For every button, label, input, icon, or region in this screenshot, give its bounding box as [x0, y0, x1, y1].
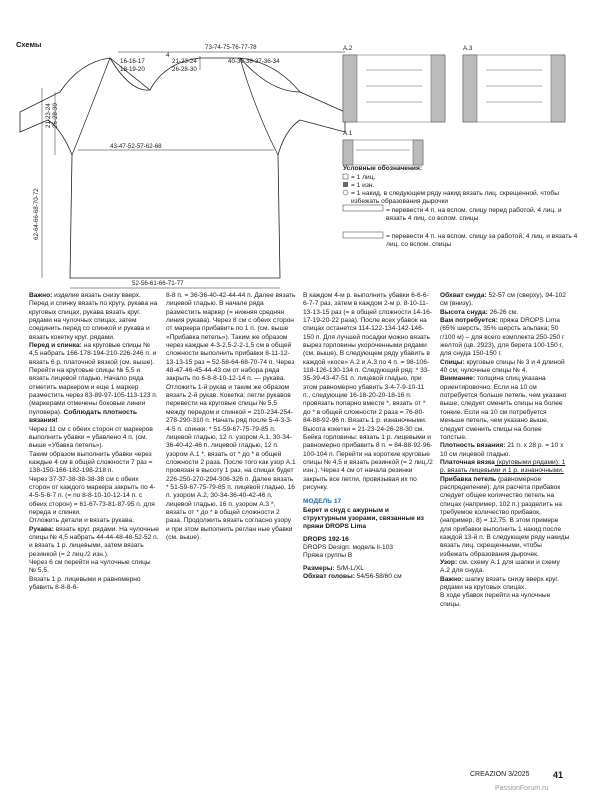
paragraph: Рукава: вязать круг. рядами. На чулочные спицы № 4,5 набрать 44-44-48-48-52-52 п. и вязать 1 р. лицевыми, затем вязать резинкой (= 2 лиц./2 изн.).: [29, 525, 159, 558]
text-column-3: [303, 292, 433, 581]
paragraph: Отложить детали и вязать рукава.: [29, 517, 135, 525]
sizes: Размеры: S/M-L/XL: [303, 564, 364, 572]
paragraph: В каждом 4-м р. выполнить убавки 6-6-6-6-7-7 раз, затем в каждом 2-м р. 8-10-11-13-13-15 раз (= в общей сложности 14-16-17-19-20-22 раза). После всех убавок на спицах останется 114-122-134-142-146-150 п. Для лучшей посадки можно вязать вырез горловины укороченными рядами (см. выше). В следующем ряду убавить в каждой «косе» А.2 и А.3 по 4 п. = 98-106-118-126-130-134 п. Следующий ряд: * 33-35-39-43-47-51 п. лицевой гладью, при этом равномерно убавить 3-4-7-9-10-11 п., следующие 16-18-20-20-18-16 п. провязать попарно вместе *, вязать от * до * в общей сложности 2 раза = 76-80-84-88-92-96 п. Вязать 1 р. изнаночными. Высота кокетки = 21-23-24-26-28-30 см. Бейка горловины: вязать 1 р. лицевыми и равномерно прибавить 8 п. = 84-88-92-96-100-104 п. Перейти на короткие круговые спицы № 4,5 и вязать резинкой (= 2 лиц./2 изн.). Через 4 см от начала резинки закрыть все петли, провязывая их по рисунку.: [303, 292, 433, 491]
paragraph: Через 6 см перейти на чулочные спицы № 5,5.: [29, 559, 151, 575]
dim-chest: 43-47-52-57-62-68: [110, 143, 162, 150]
legend-item-yo: = 1 накид, в следующем ряду накид вязать лиц. скрещенной, чтобы избежать образования дырочки: [351, 190, 559, 206]
dim-side-a: 21-23-24: [45, 103, 52, 128]
paragraph: Обхват снуда: 52-57 см (сверху), 94-102 см (внизу).: [440, 292, 566, 308]
paragraph: Прибавка петель (равномерное распределение): для расчета прибавок следует общее количество петель на спицах (например, 102 п.) разделить на требуемое количество прибавок, (например, 8) = 12,75. В этом примере для прибавки выполнить 1 накид после каждой 13-й п. В следующем ряду накиды вязать лиц. скрещенными, чтобы избежать образования дырочек.: [440, 475, 570, 558]
watermark: PassionForum.ru: [495, 785, 549, 792]
label-a1: A.1: [343, 130, 353, 137]
dim-top-d: 73-74-75-76-77-78: [205, 44, 257, 51]
cable-back-symbol: [343, 232, 383, 238]
dim-top-g: 40-39-38-37-36-34: [228, 58, 280, 65]
text-column-1: [29, 292, 159, 592]
paragraph: Высота снуда: 26-26 см.: [440, 308, 519, 316]
legend-item-cable-back: = перевести 4 п. на вспом. спицу за работой, 4 лиц. и вязать 4 лиц. со вспом. спицы: [386, 233, 578, 249]
paragraph: Важно: шапку вязать снизу вверх круг. рядами на круговых спицах.: [440, 575, 559, 592]
dim-top-c: 4: [166, 52, 170, 59]
label-a2: A.2: [343, 45, 353, 52]
yarn-group: Пряжа группы B: [303, 552, 353, 560]
dim-bottom: 52-56-61-66-71-77: [132, 280, 184, 287]
dim-side-c: 62-64-66-68-70-72: [33, 188, 40, 240]
paragraph: Вязать 1 р. лицевыми и равномерно убавить 8-8-8-6-: [29, 575, 141, 592]
label-a3: A.3: [463, 45, 473, 52]
paragraph: Плотность вязания: 21 п. x 28 р. = 10 x 10 см лицевой гладью.: [440, 442, 564, 458]
paragraph: Через 37-37-38-38-38-38 см с обеих сторон от каждого маркера закрыть по 4-4-5-5-6-7 п. (= по 8-8-10-10-12-14 п. с обеих сторон) = 61-67-73-81-87-95 п. для переда и спинки.: [29, 475, 156, 516]
sweater-schematic: [0, 0, 592, 300]
paragraph: Перед и спинка: на круговые спицы № 4,5 набрать 166-178-194-210-226-246 п. и вязать 6 р. платочной вязкой (см. выше).: [29, 342, 157, 366]
paragraph: Спицы: круговые спицы № 3 и 4 длиной 40 см; чулочные спицы № 4.: [440, 358, 565, 375]
page-number: 41: [553, 770, 564, 780]
sweater-outline: [20, 58, 345, 278]
dim-top-e: 21-23-24: [172, 58, 197, 65]
dim-top-b: 18-19-20: [120, 66, 145, 73]
text-column-2: [166, 292, 296, 542]
legend-title: Условные обозначения:: [343, 165, 423, 172]
dim-side-b: 26-28-30: [52, 103, 59, 128]
magazine-issue: CREAZION 3/2025: [470, 771, 530, 778]
dim-top-a: 16-16-17: [120, 58, 145, 65]
yarn-over-symbol: [343, 190, 348, 195]
model-design: DROPS Design: модель li-103: [303, 543, 394, 551]
paragraph: В ходе убавок перейти на чулочные спицы.: [440, 592, 551, 608]
paragraph: Внимание: толщина спиц указана ориентировочно. Если на 10 см потребуется больше петель, чем указано выше, следует сменить спицы на более тонкие. Если на 10 см потребуется меньше петель, чем указано выше, следует сменить спицы на более толстые.: [440, 375, 567, 441]
paragraph: Вам потребуется: пряжа DROPS Lima (65% шерсть, 35% шерсть альпака; 50 г/100 м) – для всего комплекта 250-250 г желтой (цв. 2923), для берета 100-150 г, для снуда 150-150 г.: [440, 317, 565, 358]
legend-item-knit: = 1 лиц.: [351, 174, 376, 181]
paragraph: Важно: изделие вязать снизу вверх. Перед и спинку вязать по кругу, рукава на круговых спицах, рукава вязать круг. рядами на чулочных спицах, затем соединить перед со спинкой и рукава и вязать кокетку круг. рядами.: [29, 292, 158, 341]
legend-item-cable-front: = перевести 4 п. на вспом. спицу перед работой, 4 лиц. и вязать 4 лиц. со вспом. спицы: [386, 207, 562, 223]
dim-top-f: 26-28-30: [172, 66, 197, 73]
model-code: DROPS 192-16: [303, 535, 349, 543]
paragraph: Узор: см. схему А.1 для шапки и схему А.2 для снуда.: [440, 559, 560, 575]
text-column-4: [440, 292, 570, 609]
model-number: МОДЕЛЬ 17: [303, 498, 342, 506]
paragraph: 8-8 п. = 36-36-40-42-44-44 п. Далее вязать лицевой гладью. В начале ряда разместить маркер (= нижняя средняя линия рукава). Через 8 см с обеих сторон от маркера прибавить по 1 п. (см. выше «Прибавка петель»). Таким же образом через каждые 4-3-2,5-2-2-1,5 см в общей сложности выполнить прибавки 8-11-12-13-13-15 раз = 52-58-64-68-70-74 п. Через 48-47-46-45-44-43 см от набора ряда закрыть по 6-8-8-10-12-14 п. — рукава. Отложить 1-й рукав и таким же образом вязать 2-й рукав. Кокетка: петли рукавов перевести на круговые спицы № 5,5 между передом и спинкой = 210-234-254-278-290-310 п. Начать ряд после 5-4-3-3-4-5 п. спинки: * 51-59-67-75-79-85 п. лицевой гладью, 12 п. узором А.1, 30-34-36-40-42-46 п. лицевой гладью, 12 п. узором А.1 *, вязать от * до * в общей сложности 2 раза. После того как узор А.1 провязан в высоту 1 раз, на спицах будет 226-250-270-294-306-326 п. Далее вязать * 51-59-67-75-79-85 п. лицевой гладью, 16 п. узором А.2, 30-34-36-40-42-46 п. лицевой гладью, 16 п. узором А.3 *, вязать от * до * в общей сложности 2 раза. Продолжить вязать согласно узору и при этом выполнить реглан ные убавки (см. выше).: [166, 292, 296, 541]
paragraph: Перейти на круговые спицы № 5,5 и вязать лицевой гладью. Начало ряда отметить маркером и еще 1 маркер разместить через 83-89-97-105-113-123 п. (маркерами отмечены боковые линии пуловера). Соблюдать плотность вязания!: [29, 367, 158, 425]
paragraph: Через 11 см с обеих сторон от маркеров выполнить убавки = убавлено 4 п. (см. выше «Убавка петель»).: [29, 425, 153, 450]
purl-symbol: [343, 182, 348, 187]
model-title: Берет и снуд с ажурным и структурным узорами, связанные из пряжи DROPS Lima: [303, 506, 424, 531]
legend-item-purl: = 1 изн.: [351, 182, 375, 189]
chart-a2: [343, 55, 445, 122]
schemes-title: Схемы: [16, 40, 42, 49]
paragraph: Таким образом выполнить убавки через каждые 4 см в общей сложности 7 раз = 138-150-166-182-198-218 п.: [29, 450, 153, 475]
knit-symbol: [343, 174, 348, 179]
head-circumference: Обхват головы: 54/56-58/60 см: [303, 573, 402, 580]
chart-a1: [343, 140, 423, 165]
chart-a3: [463, 55, 565, 122]
paragraph: Платочная вязка (круговыми рядами): 1 р. вязать лицевыми и 1 р. изнаночными.: [440, 458, 566, 475]
